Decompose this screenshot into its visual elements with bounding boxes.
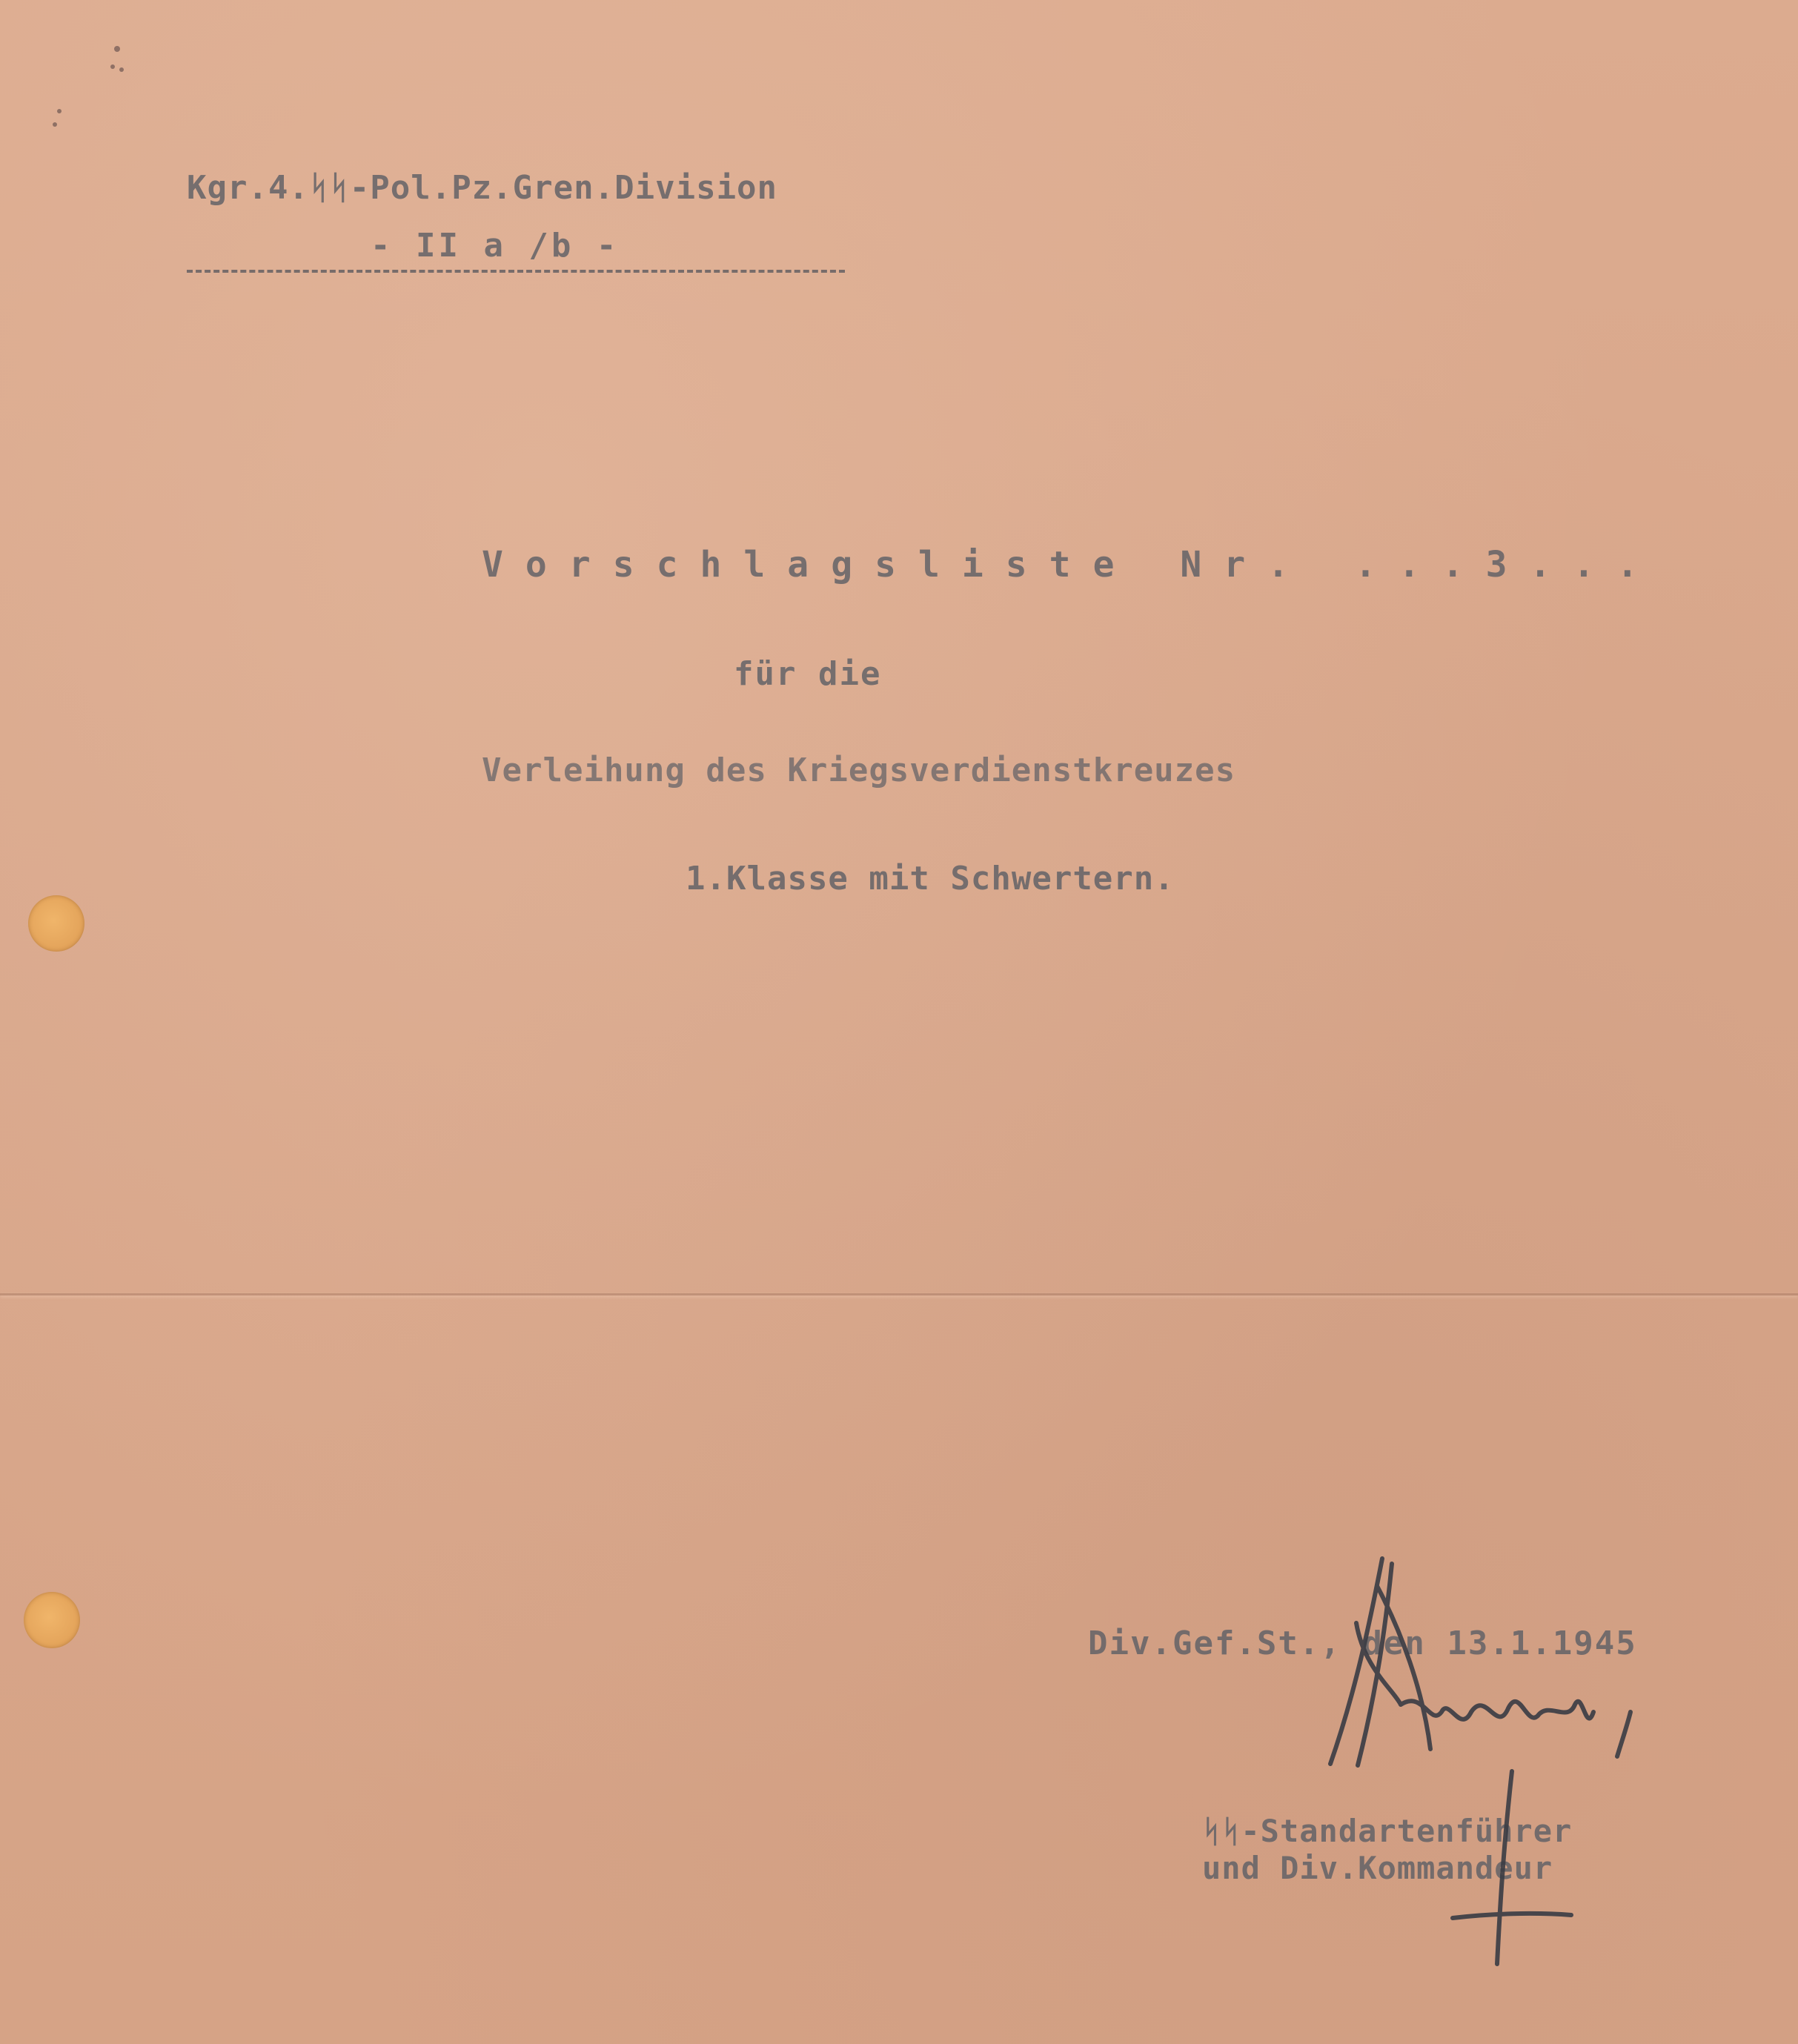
punch-hole-bottom [24, 1592, 80, 1648]
header-underline [187, 270, 845, 273]
header-department: - II a /b - [371, 227, 620, 265]
body-line-3: 1.Klasse mit Schwertern. [686, 860, 1175, 897]
place-date-line: Div.Gef.St., den 13.1.1945 [1088, 1625, 1637, 1662]
stain-marks [44, 37, 148, 148]
header-unit: Kgr.4.ᛋᛋ-Pol.Pz.Gren.Division [187, 169, 778, 207]
paper-fold-line [0, 1293, 1798, 1295]
document-title: Vorschlagsliste Nr. ...3... [482, 544, 1661, 585]
punch-hole-top [28, 895, 84, 952]
body-line-1: für die [734, 655, 882, 693]
body-line-2: Verleihung des Kriegsverdienstkreuzes [482, 751, 1236, 789]
handwritten-signature [1312, 1556, 1660, 1971]
signatory-role: und Div.Kommandeur [1202, 1850, 1553, 1886]
signatory-rank: ᛋᛋ-Standartenführer [1202, 1813, 1573, 1849]
